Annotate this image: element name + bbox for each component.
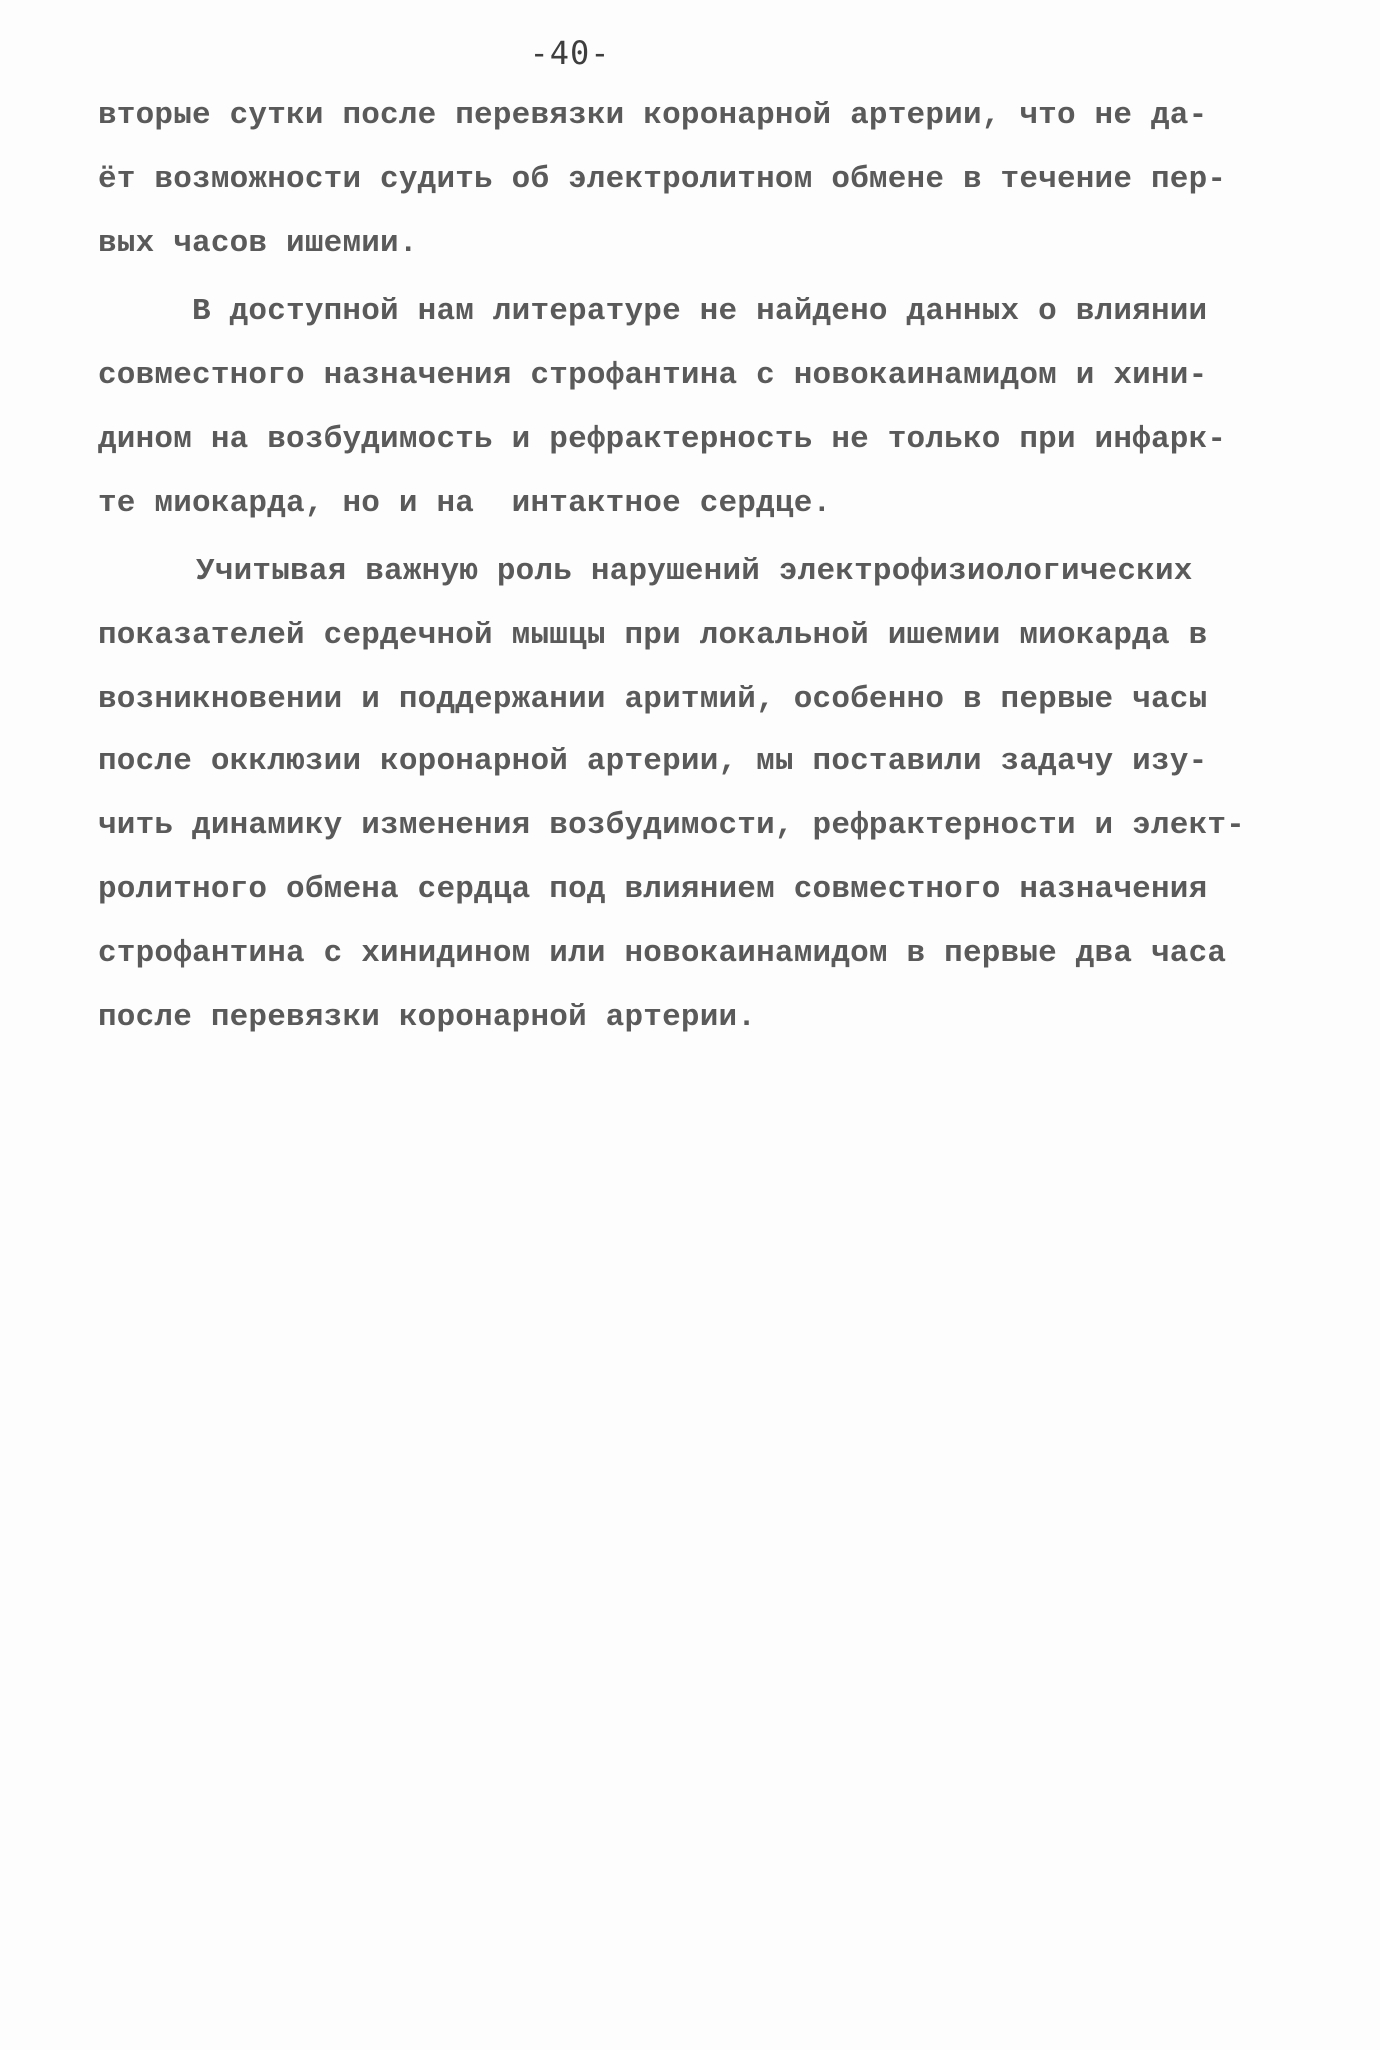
text-line: чить динамику изменения возбудимости, рефрактерности и элект- (98, 808, 1245, 843)
text-line: ёт возможности судить об электролитном обмене в течение пер- (98, 162, 1227, 197)
page-number: -40- (529, 34, 611, 72)
text-line: строфантина с хинидином или новокаинамидом в первые два часа (98, 936, 1227, 971)
text-line: показателей сердечной мышцы при локальной ишемии миокарда в (98, 618, 1208, 653)
text-line: вых часов ишемии. (98, 226, 418, 261)
text-line: ролитного обмена сердца под влиянием совместного назначения (98, 872, 1208, 907)
text-line: Учитывая важную роль нарушений электрофизиологических (196, 554, 1193, 589)
text-line: возникновении и поддержании аритмий, особенно в первые часы (98, 682, 1208, 717)
text-line: В доступной нам литературе не найдено данных о влиянии (192, 294, 1208, 329)
text-line: после окклюзии коронарной артерии, мы поставили задачу изу- (98, 744, 1208, 779)
text-line: те миокарда, но и на интактное сердце. (98, 486, 832, 521)
text-line: дином на возбудимость и рефрактерность не только при инфарк- (98, 422, 1227, 457)
text-line: после перевязки коронарной артерии. (98, 1000, 757, 1035)
text-line: совместного назначения строфантина с новокаинамидом и хини- (98, 358, 1208, 393)
text-line: вторые сутки после перевязки коронарной артерии, что не да- (98, 98, 1208, 133)
